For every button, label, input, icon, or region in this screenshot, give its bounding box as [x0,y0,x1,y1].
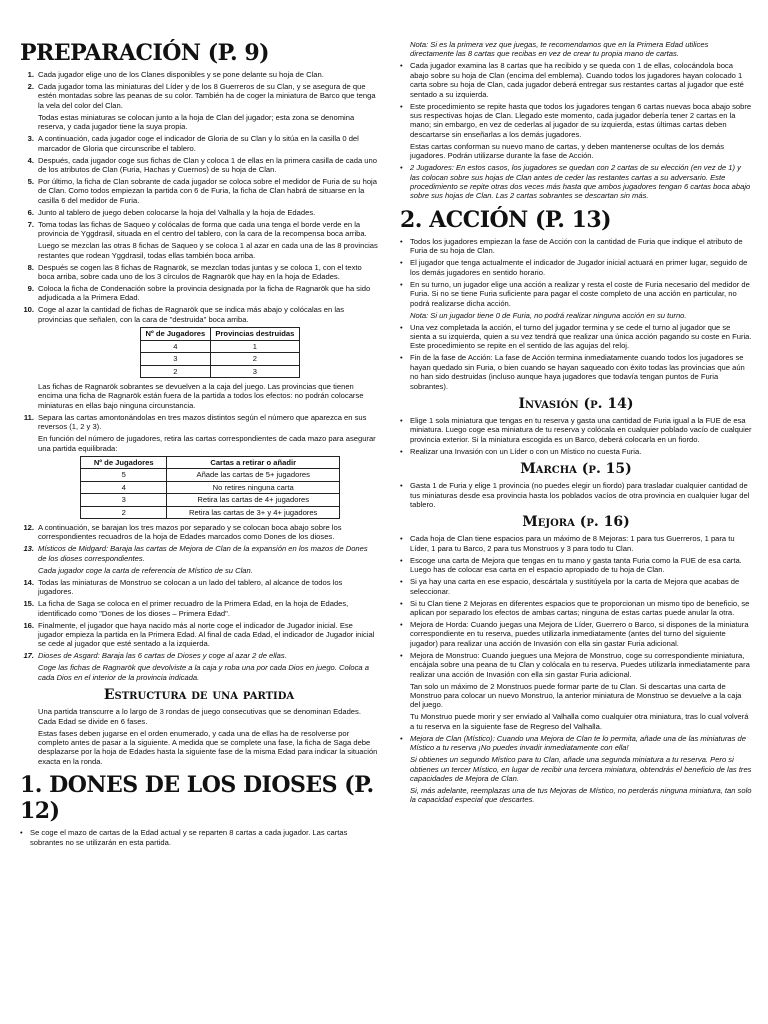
table-row [141,353,300,365]
bullet-item [400,258,752,277]
step-number: 16. [23,620,34,630]
bullet-icon: • [400,577,403,587]
step-number: 4. [27,155,34,165]
bullet-icon: • [400,733,403,743]
table-cell: No retires ninguna carta [167,481,340,493]
step-continuation: Coge las fichas de Ragnarök que devolviste a la caja y roba una por cada Dios en juego. Coloca a cada Dios en el interior de la provincia indicada. [38,663,369,682]
paragraph: Tan solo un máximo de 2 Monstruos puede formar parte de tu Clan. Si descartas una carta de Monstruo para colocar un nuevo Monstruo, la anterior miniatura de Monstruo se devuelve a la caja del juego. [410,681,742,710]
table-cell: 3 [210,365,299,377]
bullet-icon: • [400,415,403,425]
bullet-icon: • [400,534,403,544]
bullet-text: Si ya hay una carta en ese espacio, descártala y sustitúyela por la carta de Mejora que acabas de seleccionar. [410,577,740,596]
bullet-text: 2 Jugadores: En estos casos, los jugadores se quedan con 2 cartas de su elección (en vez de 1) y las colocan sobre sus hojas de Clan antes de ceder las restantes cartas a su adversario. Este procedimiento se repite otras dos veces más hasta que ambos jugadores tengan 6 cartas boca abajo sobre sus hojas de Clan. Las 2 cartas sobrantes se descartan sin más. [410,163,751,201]
table-cell: 5 [81,469,167,481]
note: Nota: Si es la primera vez que juegas, te recomendamos que en la Primera Edad utilices directamente las 8 cartas que recibas en vez de crear tu propia mano de cartas. [410,40,709,59]
setup-step [20,82,378,110]
bullet-item [400,102,752,140]
table-row [141,365,300,377]
step-text: Separa las cartas amontonándolas en tres mazos distintos según el número que aparezca en sus reversos (1, 2 y 3). [38,412,367,432]
step-text: La ficha de Saga se coloca en el primer recuadro de la Primera Edad, en la hoja de Edades, identificado como "Dones de los dioses – Primera Edad". [38,599,349,618]
bullet-text: Una vez completada la acción, el turno del jugador termina y se cede el turno al jugador que se sienta a su izquierda, quien a su vez tendrá que realizar una única acción pagando su coste en Furia. Este procedimiento se repite en el sentido de las agujas del reloj. [410,322,752,351]
right-column [400,40,752,807]
bullet-item [400,734,752,753]
bullet-text: Este procedimiento se repite hasta que todos los jugadores tengan 6 cartas nuevas boca abajo sobre sus respectivas hojas de Clan. Llegado este momento, cada jugador debería tener 2 cartas en la mano; sin embargo, en vez de cederlas al jugador de su izquierda, estas últimas cartas deben descartarse sin enseñarlas a los demás jugadores. [410,101,752,139]
bullet-text: Realizar una Invasión con un Líder o con un Místico no cuesta Furia. [410,446,642,456]
setup-step [20,413,378,432]
bullet-icon: • [20,828,23,838]
bullet-item [400,163,752,201]
setup-step [20,523,378,542]
bullet-item [400,577,752,596]
setup-step [20,220,378,239]
bullet-icon: • [400,555,403,565]
table-cell: 2 [141,365,211,377]
setup-step [20,578,378,597]
table-cell: 2 [210,353,299,365]
step-number: 7. [27,219,34,229]
step-number: 12. [23,522,34,532]
bullet-icon: • [400,481,403,491]
table-row [81,469,340,481]
table-row [81,494,340,506]
setup-step [20,208,378,217]
step-text: Coloca la ficha de Condenación sobre la provincia designada por la ficha de Ragnarök que ha sido adjudicada a la Primera Edad. [38,284,371,303]
step-text: Cada jugador toma las miniaturas del Líder y de los 8 Guerreros de su Clan, y se asegura de que estén montadas sobre las peanas de su color. También ha de coger la miniatura de Barco que tenga la vela del color del Clan. [38,82,376,110]
step-text: A continuación, se barajan los tres mazos por separado y se colocan boca abajo sobre los correspondientes recuadros de la hoja de Edades marcados como Dones de los dioses. [38,522,342,542]
table-header-row [81,456,340,468]
table-row [81,506,340,518]
bullet-item [400,556,752,575]
bullet-item [400,534,752,553]
bullet-text: Mejora de Horda: Cuando juegas una Mejora de Líder, Guerrero o Barco, si dispones de la miniatura correspondiente en tu reserva, puedes utilizarla inmediatamente (antes del turno del siguiente jugador) para realizar una acción de Invasión con ella sin gastar Furia adicional. [410,620,749,648]
table-cell: 1 [210,340,299,352]
step-continuation: Luego se mezclan las otras 8 fichas de Saqueo y se coloca 1 al azar en cada una de las 8 provincias restantes que rodean Yggdrasil, todas ellas también boca arriba. [38,241,378,260]
preparacion-heading: PREPARACIÓN (P. 9) [20,40,270,66]
left-column [20,40,378,850]
bullet-text: Mejora de Clan (Místico): Cuando una Mejora de Clan te lo permita, añade una de las miniaturas de Místico a tu reserva ¡No puedes invadir inmediatamente con ella! [410,733,746,753]
bullet-icon: • [400,620,403,629]
step-continuation: En función del número de jugadores, retira las cartas correspondientes de cada mazo para asegurar una partida equilibrada: [38,434,376,453]
step-text: Cada jugador elige uno de los Clanes disponibles y se pone delante su hoja de Clan. [38,70,324,79]
paragraph: Tu Monstruo puede morir y ser enviado al Valhalla como cualquier otra miniatura, tras lo cual volverá a tu reserva en la siguiente fase de Regreso del Valhalla. [410,712,749,731]
step-text: Después, cada jugador coge sus fichas de Clan y coloca 1 de ellas en la primera casilla de cada uno de los atributos de Clan (Furia, Hachas y Cuernos) de su hoja de Clan. [38,155,377,175]
table-header-row [141,328,300,340]
table-header: Nº de Jugadores [141,328,211,340]
step-text: Dioses de Asgard: Baraja las 6 cartas de Dioses y coge al azar 2 de ellas. [38,651,287,661]
table-cell: Añade las cartas de 5+ jugadores [167,469,340,481]
bullet-text: Mejora de Monstruo: Cuando juegues una Mejora de Monstruo, coge su correspondiente miniatura, encájala sobre una peana de tu Clan y colócala en tu reserva. Puedes utilizarla inmediatamente para realizar una acción de Invasión con ella sin gastar Furia adicional. [410,650,750,679]
bullet-item [400,353,752,391]
bullet-text: Cada jugador examina las 8 cartas que ha recibido y se queda con 1 de ellas, colocándola boca abajo sobre su hoja de Clan (encima del emblema). Cuando todos los jugadores hayan colocado 1 carta sobre su hoja de Clan, cada jugador deberá entregar sus restantes cartas al jugador que esté sentado a su izquierda. [410,61,744,99]
step-text: Finalmente, el jugador que haya nacido más al norte coge el indicador de Jugador inicial. Ese jugador empieza la partida en la Primera Edad. Al final de cada Edad, el indicador de Jugador inicial se cede al jugador que esté sentado a la izquierda. [38,620,375,649]
setup-step [20,263,378,282]
step-number: 10. [23,305,34,315]
invasion-heading: Invasión (p. 14) [518,395,634,412]
note: Nota: Si un jugador tiene 0 de Furia, no podrá realizar ninguna acción en su turno. [410,310,687,320]
table-cell: 4 [81,481,167,493]
bullet-text: Se coge el mazo de cartas de la Edad actual y se reparten 8 cartas a cada jugador. Las cartas sobrantes no se utilizarán en esta partida. [30,828,348,847]
setup-step [20,70,378,79]
bullet-text: El jugador que tenga actualmente el indicador de Jugador inicial actuará en primer lugar, seguido de los demás jugadores en sentido horario. [410,258,748,277]
step-text: Junto al tablero de juego deben colocarse la hoja del Valhalla y la hoja de Edades. [38,207,316,217]
setup-step [20,156,378,175]
bullet-text: En su turno, un jugador elige una acción a realizar y resta el coste de Furia necesario del medidor de Furia. Si no se tiene Furia suficiente para pagar el coste completo de una acción en particular, no podrá realizarse dicha acción. [410,279,750,308]
bullet-icon: • [400,163,403,173]
step-text: Todas las miniaturas de Monstruo se colocan a un lado del tablero, al alcance de todos los jugadores. [38,577,343,597]
bullet-item [400,323,752,351]
step-text: Por último, la ficha de Clan sobrante de cada jugador se coloca sobre el medidor de Furia de su hoja de Clan. Como todos empiezan la partida con 6 de Furia, la ficha de Clan habrá de situarse en la casilla 6 del medidor de Furia. [38,177,377,205]
bullet-item [400,416,752,444]
bullet-item [400,280,752,308]
bullet-text: Escoge una carta de Mejora que tengas en tu mano y gasta tanta Furia como la FUE de esa carta. Luego has de colocar esa carta en el espacio apropiado de tu hoja de Clan. [410,555,742,575]
marcha-heading: Marcha (p. 15) [520,461,632,478]
step-continuation: Cada jugador coge la carta de referencia de Místico de su Clan. [38,565,253,575]
table-cell: 2 [81,506,167,518]
step-text: Después se cogen las 8 fichas de Ragnarök, se mezclan todas juntas y se coloca 1, con el texto boca arriba, sobre cada uno de los 3 círculos de Ragnarök que hay en la hoja de Edades. [38,262,362,282]
step-text: Místicos de Midgard: Baraja las cartas de Mejora de Clan de la expansión en los mazos de Dones de los dioses correspondientes. [38,544,368,563]
bullet-text: Gasta 1 de Furia y elige 1 provincia (no puedes elegir un fiordo) para trasladar cualquier cantidad de tus miniaturas desde esa provincia hasta los poblados vacíos de otra provincia en cualquier lugar del tablero. [410,481,750,509]
step-number: 14. [23,577,34,587]
bullet-item [400,620,752,648]
step-number: 1. [27,70,34,79]
step-number: 13. [23,544,34,554]
step-number: 5. [27,177,34,187]
bullet-text: Fin de la fase de Acción: La fase de Acción termina inmediatamente cuando todos los jugadores se hayan quedado sin Furia, o bien cuando se hayan saqueado con éxito todas las provincias que aún no han sido destruidas (incluso aunque haya jugadores que todavía tengan puntos de Furia sobrantes). [410,353,745,391]
bullet-icon: • [400,61,403,71]
mejora-heading: Mejora (p. 16) [522,514,630,531]
bullet-text: Todos los jugadores empiezan la fase de Acción con la cantidad de Furia que indique el atributo de Furia de su hoja de Clan. [410,236,743,256]
step-number: 11. [23,412,34,422]
step-number: 17. [23,651,34,661]
step-number: 2. [27,82,34,91]
bullet-text: Elige 1 sola miniatura que tengas en tu reserva y gasta una cantidad de Furia igual a la FUE de esa miniatura. Luego coge esa miniatura de tu reserva y colócala en cualquier poblado vacío de cualquier provincia exterior. Si la miniatura escogida es un Barco, deberá colocarla en un fiordo. [410,415,752,444]
accion-heading: 2. ACCIÓN (P. 13) [400,206,612,233]
step-text: Coge al azar la cantidad de fichas de Ragnarök que se indica más abajo y colócalas en las provincias que señalen, con la cara de "destruida" boca arriba. [38,305,345,324]
bullet-item [400,61,752,99]
paragraph: Estas cartas conforman su nuevo mano de cartas, y deben mantenerse ocultas de los demás jugadores. Podrán utilizarse durante la fase de Acción. [410,141,725,161]
paragraph: Si obtienes un segundo Místico para tu Clan, añade una segunda miniatura a tu reserva. Pero si obtienes un tercer Místico, en lugar de recibir una tercera miniatura, obtendrás el beneficio de las tres capacidades de Mejora de Clan. [410,755,752,784]
step-text: Toma todas las fichas de Saqueo y colócalas de forma que cada una tenga el borde verde en la provincia de Yggdrasil, situada en el centro del tablero, con la cara de la recompensa boca arriba. [38,219,367,239]
setup-step [20,599,378,618]
paragraph: Una partida transcurre a lo largo de 3 rondas de juego consecutivas que se denominan Edades. Cada Edad se divide en 6 fases. [38,707,361,726]
setup-step [20,305,378,324]
setup-step [20,651,378,660]
step-number: 6. [27,207,34,217]
bullet-item [400,481,752,509]
table-row [141,340,300,352]
table-cell: 3 [141,353,211,365]
paragraph: Si, más adelante, reemplazas una de tus Mejoras de Místico, no perderás ninguna miniatura, tan solo la capacidad especial que descartes. [410,786,752,805]
bullet-icon: • [400,598,403,608]
step-number: 3. [27,134,34,144]
table-header: Cartas a retirar o añadir [167,456,340,468]
bullet-icon: • [400,353,403,363]
step-number: 8. [27,262,34,272]
step-number: 15. [23,599,34,609]
setup-step [20,177,378,205]
setup-step [20,621,378,649]
bullet-icon: • [400,322,403,332]
setup-step [20,134,378,153]
table-cell: Retira las cartas de 3+ y 4+ jugadores [167,506,340,518]
table-row [81,481,340,493]
cards-adjust-table [80,456,340,519]
bullet-item [400,651,752,679]
table-header: Provincias destruidas [210,328,299,340]
step-text: A continuación, cada jugador coge el indicador de Gloria de su Clan y lo sitúa en la casilla 0 del marcador de Gloria que circunscribe el tablero. [38,134,359,153]
bullet-icon: • [400,258,403,268]
destroyed-provinces-table [140,327,300,378]
bullet-item [400,447,752,456]
bullet-item [400,237,752,256]
bullet-text: Cada hoja de Clan tiene espacios para un máximo de 8 Mejoras: 1 para tus Guerreros, 1 para tu Líder, 1 para tu Barco, 2 para tus Monstruos y 3 para todo tu Clan. [410,534,735,553]
setup-step [20,544,378,563]
bullet-text: Si tu Clan tiene 2 Mejoras en diferentes espacios que te proporcionan un mismo tipo de beneficio, se aplican por separado los efectos de ambas cartas; ninguna de estas cartas puede anular la otra. [410,598,750,617]
table-header: Nº de Jugadores [81,456,167,468]
bullet-item [20,828,378,847]
bullet-item [400,599,752,618]
bullet-icon: • [400,236,403,246]
table-cell: 3 [81,494,167,506]
setup-step [20,284,378,303]
paragraph: Estas fases deben jugarse en el orden enumerado, y cada una de ellas ha de resolverse por completo antes de pasar a la siguiente. A medida que se complete una fase, la ficha de Saga debe desplazarse por la hoja de Edades hasta la siguiente fase de la misma Edad para indicar la situación exacta en la ronda. [38,728,378,766]
bullet-icon: • [400,279,403,289]
estructura-heading: Estructura de una partida [103,687,295,704]
step-number: 9. [27,284,34,294]
dones-heading: 1. DONES DE LOS DIOSES (P. 12) [20,772,374,825]
bullet-icon: • [400,650,403,660]
bullet-icon: • [400,101,403,111]
paragraph: Las fichas de Ragnarök sobrantes se devuelven a la caja del juego. Las provincias que tienen encima una ficha de Ragnarök están fuera de la partida a todos los efectos: no podrán colocarse miniaturas en ellas bajo ninguna circunstancia. [38,381,364,410]
bullet-icon: • [400,446,403,456]
step-continuation: Todas estas miniaturas se colocan junto a la hoja de Clan del jugador; esta zona se denomina reserva, y cada jugador tiene la suya propia. [38,112,355,132]
table-cell: Retira las cartas de 4+ jugadores [167,494,340,506]
table-cell: 4 [141,340,211,352]
